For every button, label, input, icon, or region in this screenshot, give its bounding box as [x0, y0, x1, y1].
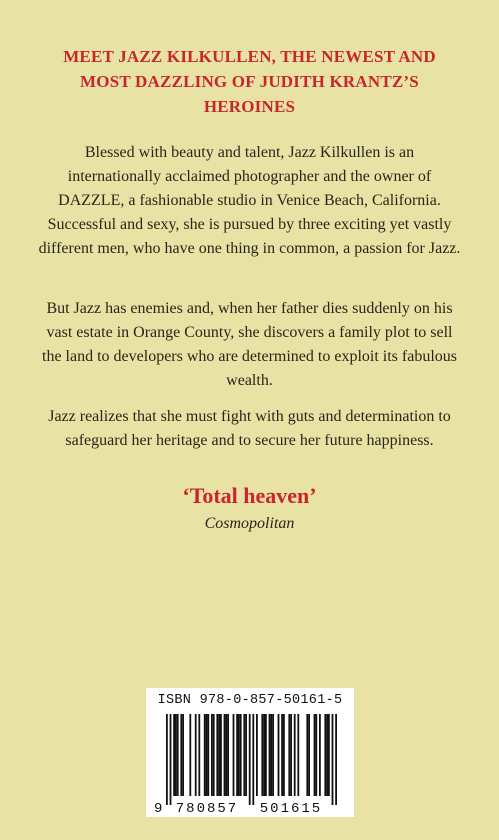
barcode-bar	[272, 714, 274, 796]
barcode-bar	[283, 714, 285, 796]
barcode-bar	[220, 714, 222, 796]
barcode-bar	[269, 714, 271, 796]
review-source: Cosmopolitan	[204, 515, 295, 532]
barcode-bar	[198, 714, 200, 796]
barcode-bar	[256, 714, 258, 796]
barcode-bar	[326, 714, 328, 796]
barcode-bar	[270, 714, 272, 796]
barcode-bar	[218, 714, 220, 796]
barcode-bar	[240, 714, 242, 796]
barcode-bar	[170, 714, 172, 805]
barcode-left-digits: 780857	[175, 801, 239, 817]
barcode-bar	[233, 714, 235, 796]
barcode-bar	[314, 714, 316, 796]
barcode-bar	[263, 714, 265, 796]
barcode-bar	[245, 714, 247, 796]
barcode-bar	[335, 714, 337, 805]
ean-barcode	[146, 688, 354, 817]
barcode-bar	[261, 714, 263, 796]
barcode-bar	[225, 714, 227, 796]
headline: MEET JAZZ KILKULLEN, THE NEWEST AND MOST DAZZLING OF JUDITH KRANTZ’S HEROINES	[63, 47, 436, 116]
barcode-bar	[249, 714, 251, 805]
barcode-bar	[180, 714, 182, 796]
barcode-bar	[294, 714, 296, 796]
barcode-bar	[207, 714, 209, 796]
barcode-bar	[308, 714, 310, 796]
barcode-bar	[175, 714, 177, 796]
barcode-bar	[324, 714, 326, 796]
barcode-bar	[195, 714, 197, 796]
review-quote: ‘Total heaven’	[182, 483, 317, 508]
barcode-bar	[236, 714, 238, 796]
barcode-bar	[216, 714, 218, 796]
isbn-label: ISBN 978-0-857-50161-5	[157, 693, 343, 708]
barcode-bar	[332, 714, 334, 805]
barcode-bar	[281, 714, 283, 796]
barcode-bar	[227, 714, 229, 796]
barcode-bar	[265, 714, 267, 796]
barcode-bar	[288, 714, 290, 796]
barcode-bar	[328, 714, 330, 796]
barcode-bar	[315, 714, 317, 796]
blurb-paragraph-1: Blessed with beauty and talent, Jazz Kilkullen is an internationally acclaimed photographer and the owner of DAZZLE, a fashionable studio in Venice Beach, California. Successful and sexy, she is pursued by three exciting yet vastly different men, who have one thing in common, a passion for Jazz.	[38, 144, 461, 257]
barcode-bar	[319, 714, 321, 796]
barcode-bar	[211, 714, 213, 796]
barcode-bar	[206, 714, 208, 796]
barcode-bar	[243, 714, 245, 796]
barcode-bar	[182, 714, 184, 796]
barcode-bar	[297, 714, 299, 796]
blurb-paragraph-2: But Jazz has enemies and, when her father dies suddenly on his vast estate in Orange County, she discovers a family plot to sell the land to developers who are determined to exploit its fabulous wealth.	[42, 300, 457, 389]
barcode-bar	[306, 714, 308, 796]
barcode-bar	[238, 714, 240, 796]
barcode-first-digit: 9	[154, 801, 163, 817]
barcode-bar	[278, 714, 280, 796]
barcode-bar	[224, 714, 226, 796]
barcode-bar	[252, 714, 254, 805]
barcode-bar	[290, 714, 292, 796]
barcode-bar	[213, 714, 215, 796]
barcode-right-digits: 501615	[259, 801, 323, 817]
blurb-paragraph-3: Jazz realizes that she must fight with guts and determination to safeguard her heritage and to secure her future happiness.	[48, 408, 451, 449]
barcode-bar	[177, 714, 179, 796]
barcode-bar	[204, 714, 206, 796]
barcode-bar	[166, 714, 168, 805]
barcode-panel	[146, 688, 354, 817]
barcode-bar	[173, 714, 175, 796]
barcode-bar	[189, 714, 191, 796]
